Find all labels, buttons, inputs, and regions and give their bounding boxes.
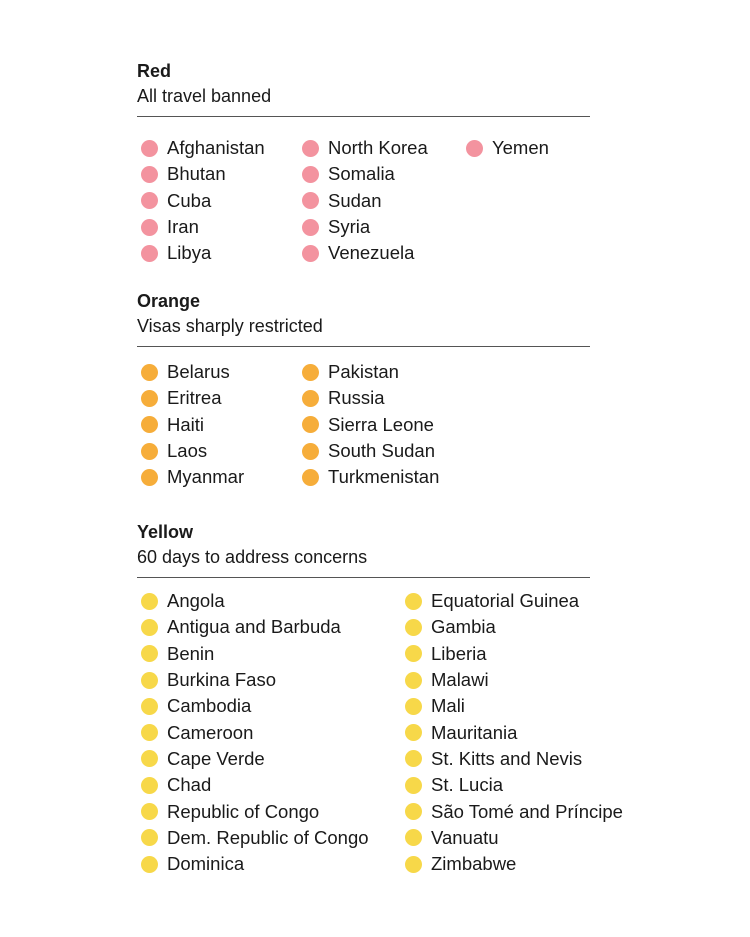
color-dot-icon — [405, 593, 422, 610]
list-item — [141, 464, 244, 490]
country-name: Liberia — [431, 642, 487, 664]
color-dot-icon — [141, 645, 158, 662]
country-columns — [137, 135, 590, 267]
color-dot-icon — [302, 443, 319, 460]
section-subtitle: Visas sharply restricted — [137, 316, 323, 336]
country-name: Libya — [167, 242, 212, 264]
list-item — [302, 240, 428, 266]
color-dot-icon — [141, 829, 158, 846]
country-name: Equatorial Guinea — [431, 590, 580, 612]
country-name: Sierra Leone — [328, 413, 434, 435]
color-dot-icon — [302, 469, 319, 486]
country-name: Angola — [167, 590, 225, 612]
section-subtitle: All travel banned — [137, 86, 272, 106]
list-item — [302, 385, 439, 411]
country-name: São Tomé and Príncipe — [431, 800, 623, 822]
country-name: Venezuela — [328, 242, 415, 264]
color-dot-icon — [405, 672, 422, 689]
country-name: St. Kitts and Nevis — [431, 747, 583, 769]
country-name: Cape Verde — [167, 747, 265, 769]
color-dot-icon — [141, 364, 158, 381]
country-name: Iran — [167, 216, 199, 238]
list-item — [405, 693, 623, 719]
color-dot-icon — [141, 750, 158, 767]
color-dot-icon — [405, 829, 422, 846]
color-dot-icon — [141, 245, 158, 262]
country-name: Zimbabwe — [431, 853, 517, 875]
color-dot-icon — [405, 619, 422, 636]
section-divider — [137, 116, 590, 117]
color-dot-icon — [302, 219, 319, 236]
country-name: Yemen — [492, 137, 549, 159]
list-item — [405, 614, 623, 640]
section-divider — [137, 346, 590, 347]
country-name: Syria — [328, 216, 371, 238]
color-dot-icon — [405, 724, 422, 741]
list-item — [302, 161, 428, 187]
list-item — [141, 385, 244, 411]
color-dot-icon — [141, 724, 158, 741]
country-column — [141, 135, 265, 266]
list-item — [405, 667, 623, 693]
color-dot-icon — [141, 219, 158, 236]
list-item — [405, 641, 623, 667]
list-item — [302, 412, 439, 438]
country-name: South Sudan — [328, 440, 435, 462]
list-item — [141, 161, 265, 187]
list-item — [141, 825, 369, 851]
list-item — [302, 464, 439, 490]
color-dot-icon — [302, 245, 319, 262]
list-item — [405, 798, 623, 824]
country-name: Belarus — [167, 361, 230, 383]
section-orange — [137, 290, 590, 491]
country-name: Sudan — [328, 189, 382, 211]
country-column — [405, 588, 623, 877]
list-item — [141, 746, 369, 772]
color-dot-icon — [302, 390, 319, 407]
country-name: Dem. Republic of Congo — [167, 826, 369, 848]
color-dot-icon — [405, 698, 422, 715]
color-dot-icon — [141, 166, 158, 183]
color-dot-icon — [466, 140, 483, 157]
country-name: Burkina Faso — [167, 669, 276, 691]
country-name: Mauritania — [431, 721, 518, 743]
country-columns — [137, 359, 590, 491]
section-yellow — [137, 521, 623, 880]
section-title: Orange — [137, 291, 201, 311]
color-dot-icon — [141, 390, 158, 407]
color-dot-icon — [141, 469, 158, 486]
country-column — [302, 135, 428, 266]
country-column — [141, 359, 244, 490]
country-name: Vanuatu — [431, 826, 499, 848]
color-dot-icon — [302, 166, 319, 183]
country-name: Somalia — [328, 163, 395, 185]
section-title: Yellow — [137, 522, 194, 542]
color-dot-icon — [141, 416, 158, 433]
country-name: St. Lucia — [431, 774, 503, 796]
list-item — [302, 359, 439, 385]
country-name: Malawi — [431, 669, 489, 691]
list-item — [141, 588, 369, 614]
color-dot-icon — [141, 698, 158, 715]
country-name: Gambia — [431, 616, 496, 638]
color-dot-icon — [405, 856, 422, 873]
country-column — [466, 135, 549, 161]
country-name: Eritrea — [167, 387, 222, 409]
country-name: Laos — [167, 440, 208, 462]
color-dot-icon — [141, 443, 158, 460]
country-name: Russia — [328, 387, 385, 409]
list-item — [466, 135, 549, 161]
list-item — [141, 359, 244, 385]
list-item — [141, 851, 369, 877]
color-dot-icon — [302, 416, 319, 433]
country-column — [302, 359, 439, 490]
country-name: Bhutan — [167, 163, 226, 185]
country-name: Turkmenistan — [328, 466, 440, 488]
list-item — [141, 667, 369, 693]
color-dot-icon — [405, 777, 422, 794]
section-subtitle: 60 days to address concerns — [137, 547, 368, 567]
list-item — [405, 825, 623, 851]
list-item — [141, 693, 369, 719]
list-item — [141, 214, 265, 240]
list-item — [141, 772, 369, 798]
country-columns — [137, 588, 623, 880]
color-dot-icon — [405, 750, 422, 767]
country-name: Haiti — [167, 413, 205, 435]
color-dot-icon — [141, 672, 158, 689]
section-red — [137, 60, 590, 267]
country-name: Chad — [167, 774, 212, 796]
list-item — [141, 188, 265, 214]
section-title: Red — [137, 61, 172, 81]
list-item — [141, 614, 369, 640]
list-item — [141, 135, 265, 161]
country-name: Pakistan — [328, 361, 399, 383]
list-item — [141, 641, 369, 667]
country-name: North Korea — [328, 137, 428, 159]
country-name: Afghanistan — [167, 137, 265, 159]
list-item — [405, 851, 623, 877]
country-name: Benin — [167, 642, 215, 664]
list-item — [141, 438, 244, 464]
color-dot-icon — [302, 364, 319, 381]
section-divider — [137, 577, 590, 578]
country-name: Republic of Congo — [167, 800, 320, 822]
list-item — [302, 438, 439, 464]
list-item — [302, 135, 428, 161]
country-name: Mali — [431, 695, 465, 717]
color-dot-icon — [405, 645, 422, 662]
country-name: Myanmar — [167, 466, 245, 488]
color-dot-icon — [302, 140, 319, 157]
color-dot-icon — [141, 777, 158, 794]
color-dot-icon — [302, 192, 319, 209]
list-item — [302, 214, 428, 240]
list-item — [405, 772, 623, 798]
color-dot-icon — [141, 593, 158, 610]
color-dot-icon — [141, 803, 158, 820]
country-name: Cameroon — [167, 721, 254, 743]
color-dot-icon — [141, 619, 158, 636]
list-item — [141, 798, 369, 824]
country-name: Dominica — [167, 853, 245, 875]
country-column — [141, 588, 369, 877]
list-item — [141, 719, 369, 745]
list-item — [405, 588, 623, 614]
color-dot-icon — [141, 856, 158, 873]
list-item — [302, 188, 428, 214]
country-name: Cuba — [167, 189, 212, 211]
color-dot-icon — [141, 192, 158, 209]
country-name: Cambodia — [167, 695, 252, 717]
list-item — [141, 240, 265, 266]
country-name: Antigua and Barbuda — [167, 616, 341, 638]
list-item — [405, 719, 623, 745]
color-dot-icon — [141, 140, 158, 157]
list-item — [405, 746, 623, 772]
list-item — [141, 412, 244, 438]
color-dot-icon — [405, 803, 422, 820]
